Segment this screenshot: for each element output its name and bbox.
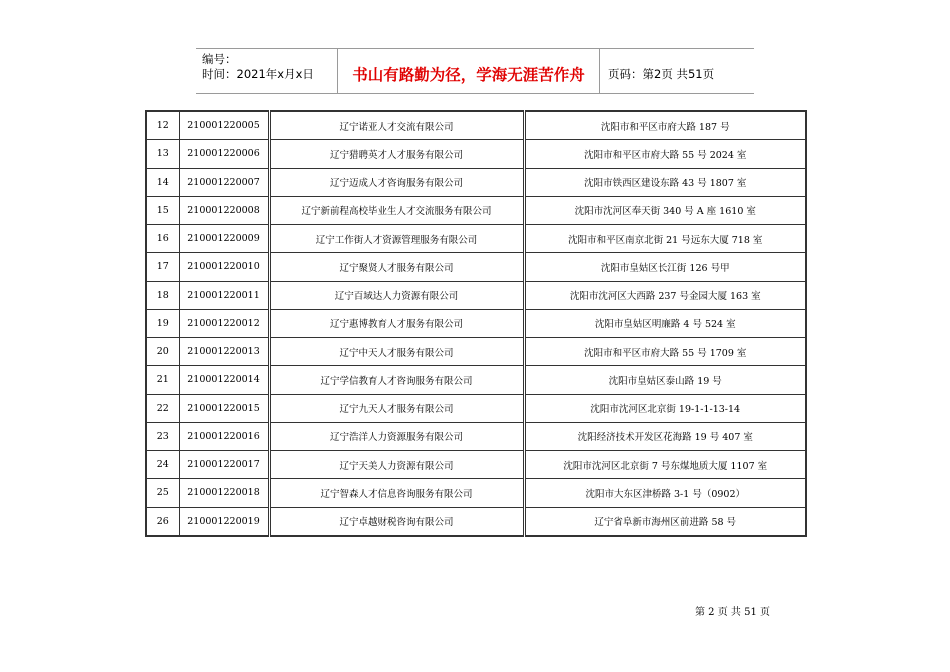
- table-row: [146, 309, 806, 337]
- row-index-cell: 14: [146, 168, 179, 196]
- company-address-cell: 辽宁省阜新市海州区前进路 58 号: [524, 507, 806, 536]
- table-row: [146, 422, 806, 450]
- company-name-cell: 辽宁猎聘英才人才服务有限公司: [269, 140, 524, 168]
- company-address-cell: 沈阳市和平区市府大路 55 号 2024 室: [524, 140, 806, 168]
- license-code-cell: 210001220015: [179, 394, 269, 422]
- company-address-cell: 沈阳经济技术开发区花海路 19 号 407 室: [524, 422, 806, 450]
- license-code-cell: 210001220005: [179, 111, 269, 140]
- company-address-cell: 沈阳市和平区市府大路 55 号 1709 室: [524, 338, 806, 366]
- company-address-cell: 沈阳市大东区津桥路 3-1 号（0902）: [524, 479, 806, 507]
- license-code-cell: 210001220018: [179, 479, 269, 507]
- company-name-cell: 辽宁学信教育人才咨询服务有限公司: [269, 366, 524, 394]
- license-code-cell: 210001220010: [179, 253, 269, 281]
- license-code-cell: 210001220008: [179, 196, 269, 224]
- company-address-cell: 沈阳市和平区南京北街 21 号远东大厦 718 室: [524, 225, 806, 253]
- license-code-cell: 210001220014: [179, 366, 269, 394]
- license-code-cell: 210001220017: [179, 451, 269, 479]
- license-code-cell: 210001220006: [179, 140, 269, 168]
- row-index-cell: 16: [146, 225, 179, 253]
- company-name-cell: 辽宁九天人才服务有限公司: [269, 394, 524, 422]
- company-name-cell: 辽宁工作街人才资源管理服务有限公司: [269, 225, 524, 253]
- row-index-cell: 19: [146, 309, 179, 337]
- company-name-cell: 辽宁卓越财税咨询有限公司: [269, 507, 524, 536]
- page-footer: 第 2 页 共 51 页: [695, 607, 770, 618]
- table-row: [146, 140, 806, 168]
- row-index-cell: 12: [146, 111, 179, 140]
- table-row: [146, 507, 806, 536]
- company-address-cell: 沈阳市沈河区奉天街 340 号 A 座 1610 室: [524, 196, 806, 224]
- table-row: [146, 394, 806, 422]
- company-name-cell: 辽宁迈成人才咨询服务有限公司: [269, 168, 524, 196]
- row-index-cell: 15: [146, 196, 179, 224]
- document-number-label: 编号：: [202, 52, 237, 66]
- company-name-cell: 辽宁新前程高校毕业生人才交流服务有限公司: [269, 196, 524, 224]
- company-name-cell: 辽宁百域达人力资源有限公司: [269, 281, 524, 309]
- license-code-cell: 210001220012: [179, 309, 269, 337]
- table-row: [146, 225, 806, 253]
- row-index-cell: 18: [146, 281, 179, 309]
- license-code-cell: 210001220016: [179, 422, 269, 450]
- company-address-cell: 沈阳市沈河区北京街 19-1-1-13-14: [524, 394, 806, 422]
- row-index-cell: 26: [146, 507, 179, 536]
- table-row: [146, 196, 806, 224]
- row-index-cell: 24: [146, 451, 179, 479]
- company-address-cell: 沈阳市皇姑区泰山路 19 号: [524, 366, 806, 394]
- table-row: [146, 479, 806, 507]
- row-index-cell: 25: [146, 479, 179, 507]
- row-index-cell: 20: [146, 338, 179, 366]
- company-name-cell: 辽宁聚贤人才服务有限公司: [269, 253, 524, 281]
- table-row: [146, 451, 806, 479]
- license-code-cell: 210001220019: [179, 507, 269, 536]
- document-date: 时间：2021年x月x日: [202, 67, 314, 81]
- company-address-cell: 沈阳市沈河区大西路 237 号金园大厦 163 室: [524, 281, 806, 309]
- company-address-cell: 沈阳市皇姑区长江街 126 号甲: [524, 253, 806, 281]
- license-code-cell: 210001220011: [179, 281, 269, 309]
- license-code-cell: 210001220013: [179, 338, 269, 366]
- agency-table: [145, 110, 807, 537]
- header-motto: 书山有路勤为径，学海无涯苦作舟: [338, 49, 600, 93]
- table-row: [146, 168, 806, 196]
- row-index-cell: 13: [146, 140, 179, 168]
- table-row: [146, 338, 806, 366]
- company-address-cell: 沈阳市皇姑区明廉路 4 号 524 室: [524, 309, 806, 337]
- license-code-cell: 210001220009: [179, 225, 269, 253]
- company-name-cell: 辽宁惠博教育人才服务有限公司: [269, 309, 524, 337]
- company-address-cell: 沈阳市铁西区建设东路 43 号 1807 室: [524, 168, 806, 196]
- agency-table-body: [146, 111, 806, 536]
- table-row: [146, 111, 806, 140]
- page-header: [196, 48, 754, 94]
- company-address-cell: 沈阳市和平区市府大路 187 号: [524, 111, 806, 140]
- row-index-cell: 17: [146, 253, 179, 281]
- company-name-cell: 辽宁中天人才服务有限公司: [269, 338, 524, 366]
- row-index-cell: 21: [146, 366, 179, 394]
- header-page-number: 页码：第2页 共51页: [608, 67, 715, 81]
- row-index-cell: 22: [146, 394, 179, 422]
- company-name-cell: 辽宁浩洋人力资源服务有限公司: [269, 422, 524, 450]
- license-code-cell: 210001220007: [179, 168, 269, 196]
- table-row: [146, 281, 806, 309]
- header-meta: [196, 49, 338, 93]
- company-address-cell: 沈阳市沈河区北京街 7 号东煤地质大厦 1107 室: [524, 451, 806, 479]
- company-name-cell: 辽宁天美人力资源有限公司: [269, 451, 524, 479]
- company-name-cell: 辽宁诺亚人才交流有限公司: [269, 111, 524, 140]
- table-row: [146, 253, 806, 281]
- table-row: [146, 366, 806, 394]
- row-index-cell: 23: [146, 422, 179, 450]
- company-name-cell: 辽宁智森人才信息咨询服务有限公司: [269, 479, 524, 507]
